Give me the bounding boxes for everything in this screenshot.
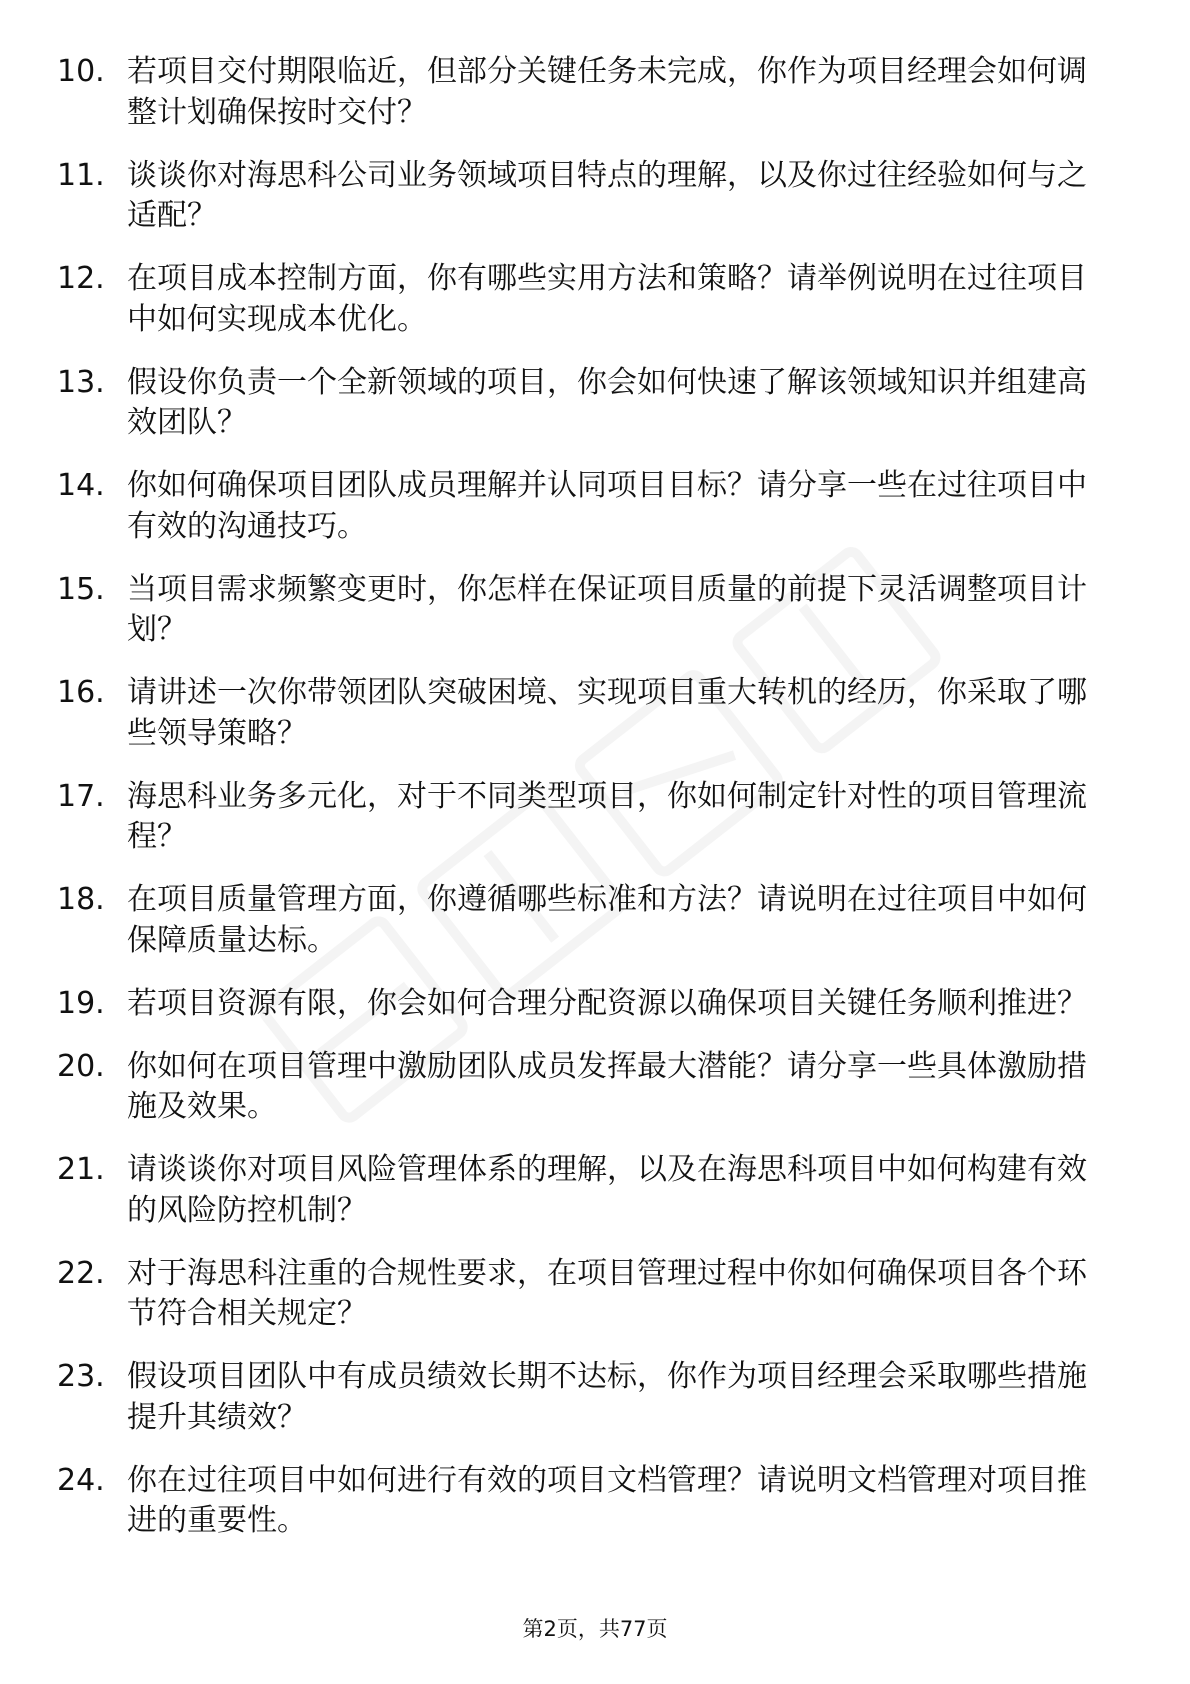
- question-text: 若项目交付期限临近，但部分关键任务未完成，你作为项目经理会如何调整计划确保按时交付？: [127, 54, 1087, 130]
- question-text: 在项目成本控制方面，你有哪些实用方法和策略？请举例说明在过往项目中如何实现成本优化。: [127, 261, 1087, 337]
- question-item: [57, 777, 1117, 858]
- question-number: 23.: [57, 1359, 105, 1394]
- question-number: 24.: [57, 1462, 105, 1498]
- question-number: 12.: [57, 261, 105, 296]
- question-list: [57, 52, 1117, 1564]
- question-item: [57, 673, 1117, 754]
- question-text: 在项目质量管理方面，你遵循哪些标准和方法？请说明在过往项目中如何保障质量达标。: [127, 882, 1087, 958]
- question-number: 11.: [57, 157, 105, 193]
- question-number: 13.: [57, 364, 105, 400]
- question-number: 20.: [57, 1048, 105, 1084]
- question-text: 对于海思科注重的合规性要求，在项目管理过程中你如何确保项目各个环节符合相关规定？: [127, 1255, 1087, 1331]
- question-number: 15.: [57, 571, 105, 607]
- question-text: 谈谈你对海思科公司业务领域项目特点的理解，以及你过往经验如何与之适配？: [127, 157, 1087, 233]
- question-number: 17.: [57, 778, 105, 814]
- question-item: [57, 1047, 1117, 1128]
- question-item: [57, 570, 1117, 651]
- question-item: [57, 363, 1117, 444]
- question-item: [57, 1461, 1117, 1542]
- question-item: [57, 880, 1117, 961]
- question-text: 你在过往项目中如何进行有效的项目文档管理？请说明文档管理对项目推进的重要性。: [127, 1462, 1087, 1538]
- question-item: [57, 984, 1117, 1025]
- question-text: 海思科业务多元化，对于不同类型项目，你如何制定针对性的项目管理流程？: [127, 778, 1087, 854]
- question-number: 16.: [57, 675, 105, 710]
- question-text: 若项目资源有限，你会如何合理分配资源以确保项目关键任务顺利推进？: [127, 985, 1087, 1021]
- question-item: [57, 1357, 1117, 1438]
- question-number: 21.: [57, 1152, 105, 1187]
- question-number: 22.: [57, 1255, 105, 1291]
- question-number: 14.: [57, 468, 105, 503]
- page-footer: 第2页，共77页: [522, 1617, 668, 1641]
- question-number: 10.: [57, 54, 105, 89]
- question-text: 当项目需求频繁变更时，你怎样在保证项目质量的前提下灵活调整项目计划？: [127, 571, 1087, 647]
- question-item: [57, 1150, 1117, 1231]
- question-item: [57, 259, 1117, 340]
- question-item: [57, 466, 1117, 547]
- question-text: 你如何在项目管理中激励团队成员发挥最大潜能？请分享一些具体激励措施及效果。: [127, 1048, 1087, 1124]
- question-number: 18.: [57, 882, 105, 917]
- question-text: 请谈谈你对项目风险管理体系的理解，以及在海思科项目中如何构建有效的风险防控机制？: [127, 1152, 1087, 1228]
- question-text: 你如何确保项目团队成员理解并认同项目目标？请分享一些在过往项目中有效的沟通技巧。: [127, 468, 1087, 544]
- question-item: [57, 1254, 1117, 1335]
- question-item: [57, 52, 1117, 133]
- question-number: 19.: [57, 985, 105, 1021]
- question-text: 假设你负责一个全新领域的项目，你会如何快速了解该领域知识并组建高效团队？: [127, 364, 1087, 440]
- question-text: 假设项目团队中有成员绩效长期不达标，你作为项目经理会采取哪些措施提升其绩效？: [127, 1359, 1087, 1435]
- question-text: 请讲述一次你带领团队突破困境、实现项目重大转机的经历，你采取了哪些领导策略？: [127, 675, 1087, 751]
- question-item: [57, 156, 1117, 237]
